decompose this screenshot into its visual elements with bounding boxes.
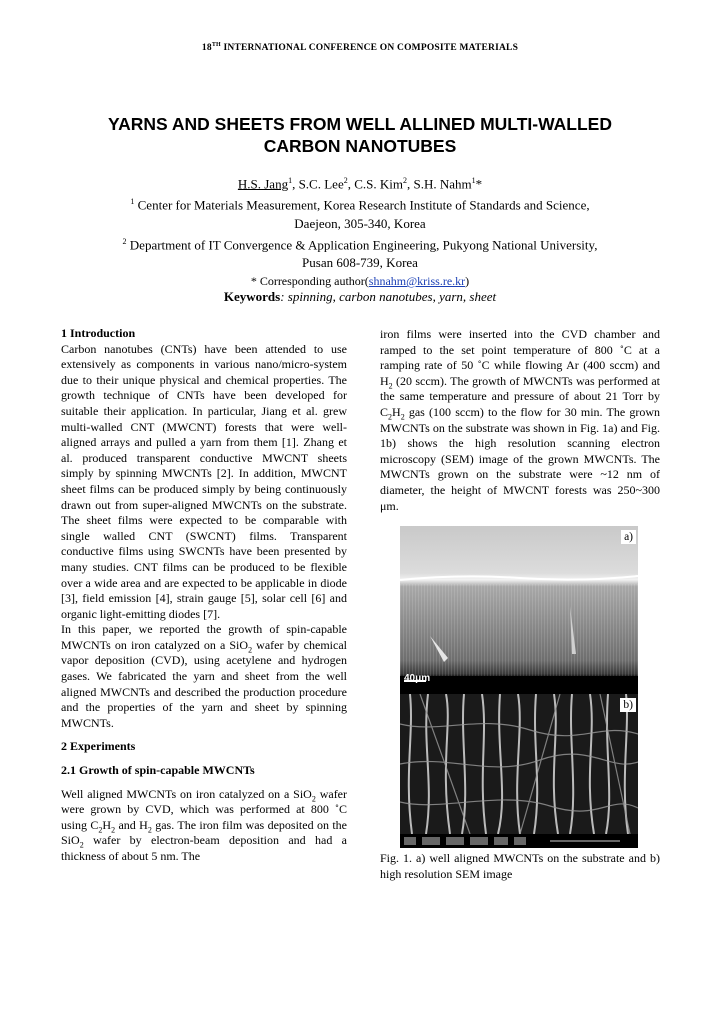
title-line-2: CARBON NANOTUBES	[263, 136, 457, 156]
sem-image-aligned-mwcnts	[400, 526, 638, 694]
corresponding-email-link[interactable]: shnahm@kriss.re.kr	[368, 273, 466, 288]
affiliation-2: $^2$ Department of IT Convergence & Application Engineering, Pukyong National University,	[122, 236, 598, 252]
section-heading-experiments: 2 Experiments	[61, 739, 136, 754]
author-list: H.S. Jang$^1$, S.C. Lee$^2$, C.S. Kim$^2$, S.H. Nahm$^1$*	[237, 176, 483, 192]
paper-title	[60, 113, 660, 157]
figure-label-a: a)	[621, 530, 636, 544]
title-line-1: YARNS AND SHEETS FROM WELL ALLINED MULTI-WALLED	[108, 114, 612, 134]
affiliation-1: $^1$ Center for Materials Measurement, Korea Research Institute of Standards and Science,	[130, 197, 590, 213]
left-column	[61, 326, 347, 865]
affiliation-2-city: Pusan 608-739, Korea	[302, 254, 418, 270]
experiments-paragraph-continued: iron films were inserted into the CVD chamber and ramped to the set point temperature of 800 ˚C at a ramping rate of 50 ˚C while flowing Ar (400 sccm) and $H_2$ (20 sccm). The growth of MWCNTs was performed at the same temperature and pressure of about 21 Torr by $C_2H_2$ gas (100 sccm) to the flow for 30 min. The grown MWCNTs on the substrate was shown in Fig. 1a) and Fig. 1b) shows the high resolution scanning electron microscopy (SEM) image of the grown MWCNTs. The MWCNTs grown on the substrate were ~12 nm of diameter, the height of MWCNT forests was 250~300 μm.	[380, 327, 660, 513]
author-block	[30, 172, 690, 290]
figure-label-b: b)	[620, 698, 636, 712]
figure-caption: Fig. 1. a) well aligned MWCNTs on the substrate and b) high resolution SEM image	[380, 851, 660, 881]
corresponding-author: * Corresponding author(shnahm@kriss.re.kr)	[250, 273, 470, 288]
affiliation-1-city: Daejeon, 305-340, Korea	[294, 215, 426, 231]
subsection-heading-growth: 2.1 Growth of spin-capable MWCNTs	[61, 763, 255, 778]
sem-image-a-graphic	[400, 526, 638, 694]
sem-image-b-graphic	[400, 694, 638, 848]
intro-paragraph-2: In this paper, we reported the growth of spin-capable MWCNTs on iron catalyzed on a SiO$_2$ wafer by chemical vapor deposition (CVD), using acetylene and hydrogen gases. We fabricated the yarn and sheet from the well aligned MWCNTs and described the production procedure and the properties of the yarn and sheet by spinning MWCNTs.	[61, 622, 347, 730]
running-header: 18TH INTERNATIONAL CONFERENCE ON COMPOSITE MATERIALS	[201, 42, 519, 54]
section-heading-introduction: 1 Introduction	[61, 326, 136, 340]
sem-image-high-resolution	[400, 694, 638, 848]
keywords-line: Keywords: spinning, carbon nanotubes, yarn, sheet	[223, 289, 497, 304]
right-column	[380, 327, 660, 514]
author-nahm: , S.H. Nahm	[406, 176, 472, 192]
scale-bar-label: 40μm	[404, 673, 431, 684]
author-kim: , C.S. Kim	[347, 176, 403, 192]
author-jang: H.S. Jang	[237, 176, 289, 192]
experiments-paragraph: Well aligned MWCNTs on iron catalyzed on a SiO$_2$ wafer were grown by CVD, which was performed at 800 ˚C using $C_2H_2$ and $H_2$ gas. The iron film was deposited on the SiO$_2$ wafer by electron-beam deposition and had a thickness of about 5 nm. The	[61, 786, 348, 863]
author-lee: , S.C. Lee	[292, 176, 344, 192]
intro-paragraph-1: Carbon nanotubes (CNTs) have been attended to use extensively as components in various nano/micro-system due to their unique physical and chemical properties. The growth technique of CNTs have been developed for suitable their application. In particular, Jiang et al. grew multi-walled CNT (MWCNT) forests that were well-aligned arrays and pulled a yarn from them [1]. Zhang et al. produced transparent conductive MWCNT sheets simply by spinning MWCNTs [2]. In addition, MWCNT sheet films can be produced simply by being continuously drawn out from super-aligned MWCNTs on the substrate. The sheet films were expected to be comparable with single walled CNT (SWCNT) films. Transparent conductive films using SWCNTs have been presented by many studies. CNT films can be produced to be flexible over a wide area and are expected to be applicable in diode [3], field emission [4], strain gauge [5], solar cell [6] and organic light-emitting diodes [7].	[61, 341, 347, 621]
